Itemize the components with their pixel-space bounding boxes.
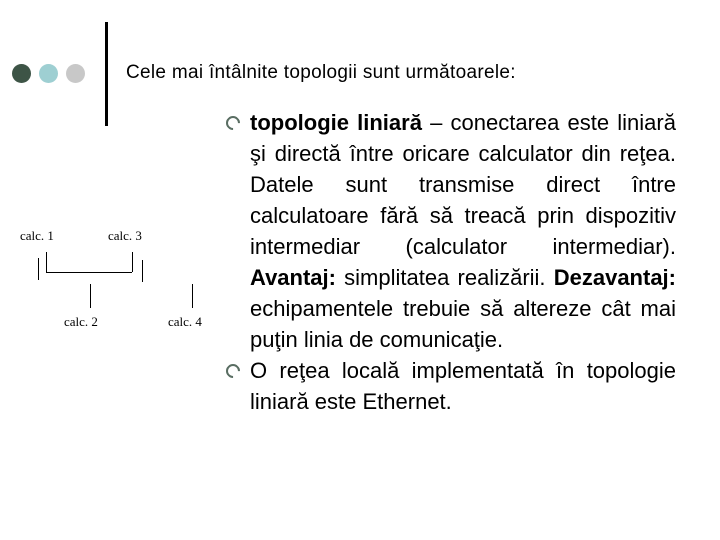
bullet-marker-icon — [223, 361, 243, 381]
diagram-bus-line — [46, 272, 132, 273]
bullet-bold-text: Dezavantaj: — [553, 265, 676, 290]
diagram-label-calc-4: calc. 4 — [168, 314, 202, 329]
decor-dot-gray — [66, 64, 85, 83]
slide-title: Cele mai întâlnite topologii sunt următoarele: — [126, 62, 516, 83]
linear-topology-diagram — [20, 222, 220, 332]
bullet-bold-text: topologie liniară — [250, 110, 422, 135]
diagram-link — [90, 284, 91, 308]
decor-dot-dark — [12, 64, 31, 83]
decor-dot-teal — [39, 64, 58, 83]
bullet-list — [226, 107, 676, 417]
bullet-item — [226, 107, 676, 355]
diagram-link — [46, 252, 47, 272]
diagram-link — [142, 260, 143, 282]
title-divider — [105, 22, 108, 126]
bullet-text: O reţea locală implementată în topologie liniară este Ethernet. — [250, 358, 676, 414]
diagram-link — [132, 252, 133, 272]
bullet-text: – conectarea este liniară şi directă între oricare calculator din reţea. Datele sunt transmise direct între calculatoare fără să treacă prin dispozitiv intermediar (calculator intermediar). — [250, 110, 676, 259]
diagram-label-calc-1: calc. 1 — [20, 228, 54, 243]
decorative-dots — [12, 64, 85, 83]
diagram-label-calc-3: calc. 3 — [108, 228, 142, 243]
bullet-marker-icon — [223, 113, 243, 133]
diagram-label-calc-2: calc. 2 — [64, 314, 98, 329]
diagram-link — [38, 258, 39, 280]
bullet-bold-text: Avantaj: — [250, 265, 336, 290]
bullet-item — [226, 355, 676, 417]
diagram-link — [192, 284, 193, 308]
bullet-text: simplitatea realizării. — [335, 265, 554, 290]
bullet-text: echipamentele trebuie să altereze cât mai puţin linia de comunicaţie. — [250, 296, 676, 352]
